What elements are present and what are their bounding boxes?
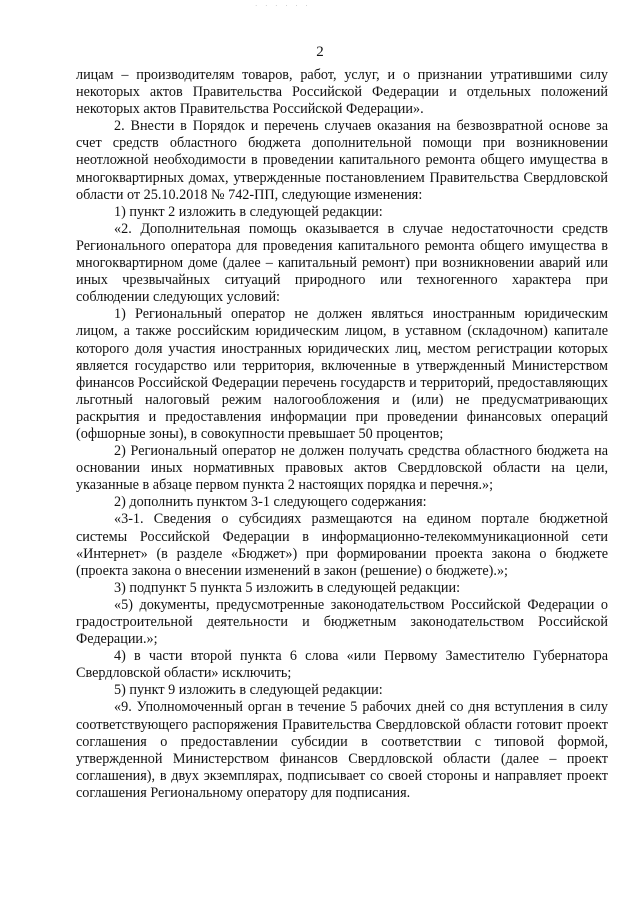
paragraph-10: «5) документы, предусмотренные законодательством Российской Федерации о градостроительной деятельности и бюджетным законодательством Российской Федерации.»;: [76, 596, 608, 648]
paragraph-7: 2) дополнить пунктом 3-1 следующего содержания:: [114, 494, 427, 511]
paragraph-2: 2. Внести в Порядок и перечень случаев оказания на безвозвратной основе за счет средств областного бюджета дополнительной помощи при возникновении неотложной необходимости в проведении капитального ремонта общего имущества в многоквартирных домах, утвержденные постановлением Правительства Свердловской области от 25.10.2018 № 742-ПП, следующие изменения:: [76, 118, 608, 203]
paragraph-12: 5) пункт 9 изложить в следующей редакции:: [114, 682, 383, 699]
page-number: 2: [316, 44, 324, 60]
paragraph-9: 3) подпункт 5 пункта 5 изложить в следующей редакции:: [114, 579, 461, 596]
paragraph-4: «2. Дополнительная помощь оказывается в случае недостаточности средств Регионального оператора для проведения капитального ремонта общего имущества в многоквартирном доме (далее – капитальный ремонт) при возникновении аварий или иных чрезвычайных ситуаций природного или техногенного характера при соблюдении следующих условий:: [76, 220, 608, 306]
paragraph-3: 1) пункт 2 изложить в следующей редакции:: [114, 203, 383, 220]
paragraph-8: «3-1. Сведения о субсидиях размещаются на едином портале бюджетной системы Российской Федерации в информационно-телекоммуникационной сети «Интернет» (в разделе «Бюджет») при формировании проекта закона о бюджете (проекта закона о внесении изменений в закон (решение) о бюджете).»;: [76, 511, 608, 579]
paragraph-1: лицам – производителям товаров, работ, услуг, и о признании утратившими силу некоторых актов Правительства Российской Федерации и отдельных положений некоторых актов Правительства Российской Федерации».: [76, 67, 608, 118]
document-body: [76, 67, 608, 802]
scan-artifact: · · · · · ·: [255, 2, 311, 10]
paragraph-13: «9. Уполномоченный орган в течение 5 рабочих дней со дня вступления в силу соответствующего распоряжения Правительства Свердловской области готовит проект соглашения о предоставлении субсидии в соответствии с типовой формой, утвержденной Министерством финансов Свердловской области (далее – проект соглашения), в двух экземплярах, подписывает со своей стороны и направляет проект соглашения Региональному оператору для подписания.: [76, 699, 608, 801]
paragraph-6: 2) Региональный оператор не должен получать средства областного бюджета на основании иных нормативных правовых актов Свердловской области на цели, указанные в абзаце первом пункта 2 настоящих порядка и перечня.»;: [76, 443, 608, 494]
paragraph-5: 1) Региональный оператор не должен являться иностранным юридическим лицом, а также российским юридическим лицом, в уставном (складочном) капитале которого доля участия иностранных юридических лиц, местом регистрации которых является государство или территория, включенные в утвержденный Министерством финансов Российской Федерации перечень государств и территорий, предоставляющих льготный налоговый режим налогообложения и (или) не предусматривающих раскрытия и предоставления информации при проведении финансовых операций (офшорные зоны), в совокупности превышает 50 процентов;: [76, 306, 608, 442]
paragraph-11: 4) в части второй пункта 6 слова «или Первому Заместителю Губернатора Свердловской области» исключить;: [76, 648, 608, 682]
